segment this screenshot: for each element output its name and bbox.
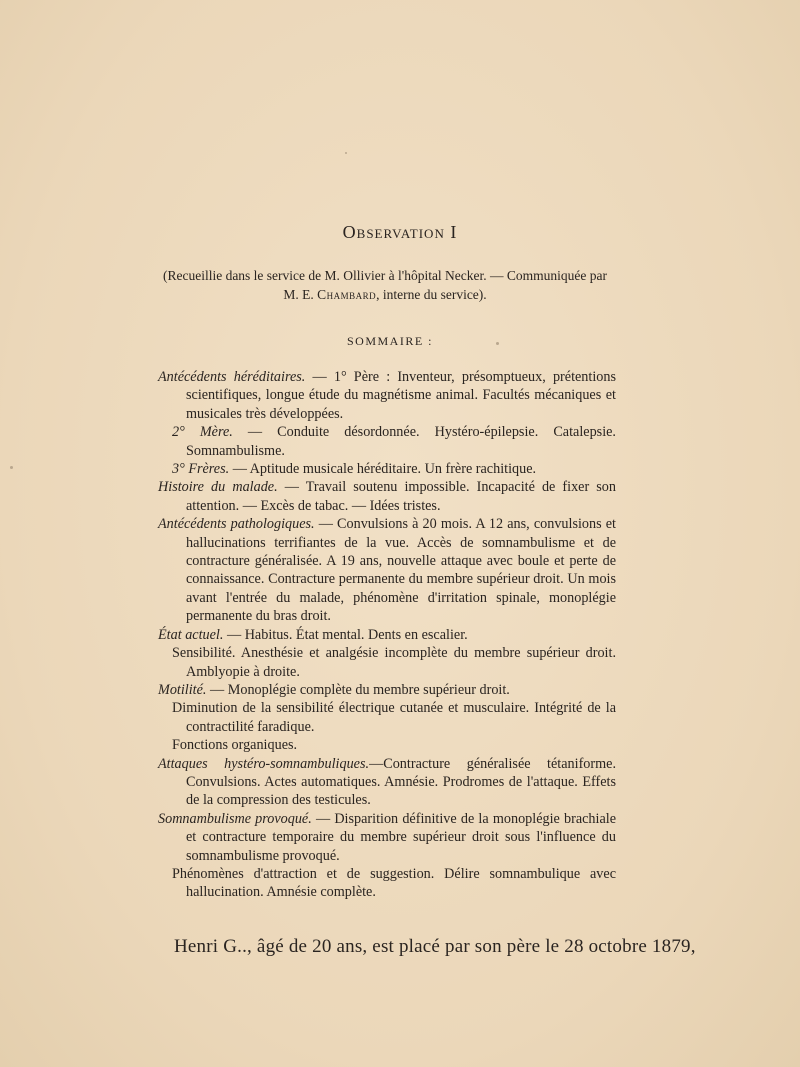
entry-text: — Disparition définitive de la monoplégie brachiale et contracture temporaire du membre supérieur droit sous l'influence du somnambulisme provoqué. <box>186 810 616 864</box>
entry-label: Antécédents héréditaires. <box>158 369 306 385</box>
sommaire-entry-11 <box>156 755 616 810</box>
sommaire-heading: SOMMAIRE : <box>346 334 433 348</box>
sommaire-entry-7 <box>156 644 616 681</box>
entry-label: Somnambulisme provoqué. <box>158 810 312 827</box>
entry-label: État actuel. <box>158 626 224 643</box>
sommaire-entry-12 <box>156 810 616 865</box>
entry-text: Sensibilité. Anesthésie et analgésie incomplète du membre supérieur droit. Amblyopie à droite. <box>172 645 616 680</box>
sommaire-entry-13 <box>156 865 616 902</box>
sommaire-entry-5 <box>156 515 616 625</box>
entry-text: — Convulsions à 20 mois. A 12 ans, convulsions et hallucinations terrifiantes de la vue. Accès de somnambulisme et de contracture généralisée. A 19 ans, nouvelle attaque avec boule et perte de connaissance. Contracture permanente du membre supérieur droit. Un mois avant l'entrée du malade, phénomène d'irritation spinale, monoplégie permanente du bras droit. <box>186 516 616 625</box>
entry-text: Fonctions organiques. <box>172 737 298 754</box>
sommaire-entry-2 <box>156 423 616 460</box>
paper-speck <box>345 152 347 154</box>
sommaire-entry-8 <box>156 681 616 699</box>
entry-label: Attaques hystéro-somnambuliques. <box>158 755 370 772</box>
entry-label: Motilité. <box>158 681 207 698</box>
sommaire-entry-4 <box>156 478 616 515</box>
subtitle-line-1: (Recueillie dans le service de M. Ollivier à l'hôpital Necker. — Communiquée par <box>162 268 608 283</box>
entry-text: — Monoplégie complète du membre supérieur droit. <box>206 681 510 698</box>
subtitle-prefix: M. E. <box>283 287 314 302</box>
entry-label: 3° Frères. <box>172 461 230 478</box>
sommaire-entry-3 <box>156 460 616 478</box>
subtitle-line-2 <box>150 285 620 304</box>
sommaire-entry-6 <box>156 626 616 644</box>
subtitle-suffix: , interne du service). <box>376 287 487 302</box>
sommaire-entry-9 <box>156 699 616 736</box>
sommaire-entry-1 <box>156 368 616 423</box>
entry-text: — Aptitude musicale héréditaire. Un frère rachitique. <box>229 461 537 478</box>
entry-text: — Habitus. État mental. Dents en escalier. <box>223 626 468 643</box>
paper-speck <box>496 342 499 345</box>
entry-label: Histoire du malade. <box>158 479 278 496</box>
entry-text: — Travail soutenu impossible. Incapacité de fixer son attention. — Excès de tabac. — Idées tristes. <box>186 479 616 514</box>
entry-text: — 1° Père : Inventeur, présomptueux, prétentions scientifiques, longue étude du magnétisme animal. Facultés mécaniques et musicales très développées. <box>186 369 616 422</box>
sommaire-entry-10 <box>156 736 616 754</box>
entry-text: Diminution de la sensibilité électrique cutanée et musculaire. Intégrité de la contractilité faradique. <box>172 700 616 735</box>
entry-label: Antécédents pathologiques. <box>158 516 315 533</box>
sommaire-list <box>156 368 616 902</box>
entry-text: Phénomènes d'attraction et de suggestion. Délire somnambulique avec hallucination. Amnésie complète. <box>172 865 616 901</box>
observation-subtitle <box>150 266 620 304</box>
paper-speck <box>10 466 13 469</box>
observation-title: Observation I <box>342 222 458 242</box>
entry-label: 2° Mère. <box>172 424 233 441</box>
body-first-line: Henri G.., âgé de 20 ans, est placé par son père le 28 octobre 1879, <box>174 936 696 957</box>
entry-text: —Contracture généralisée tétaniforme. Convulsions. Actes automatiques. Amnésie. Prodromes de l'attaque. Effets de la compression des testicules. <box>186 755 616 809</box>
entry-text: — Conduite désordonnée. Hystéro-épilepsie. Catalepsie. Somnambulisme. <box>186 424 616 459</box>
author-name: Chambard <box>317 287 377 302</box>
